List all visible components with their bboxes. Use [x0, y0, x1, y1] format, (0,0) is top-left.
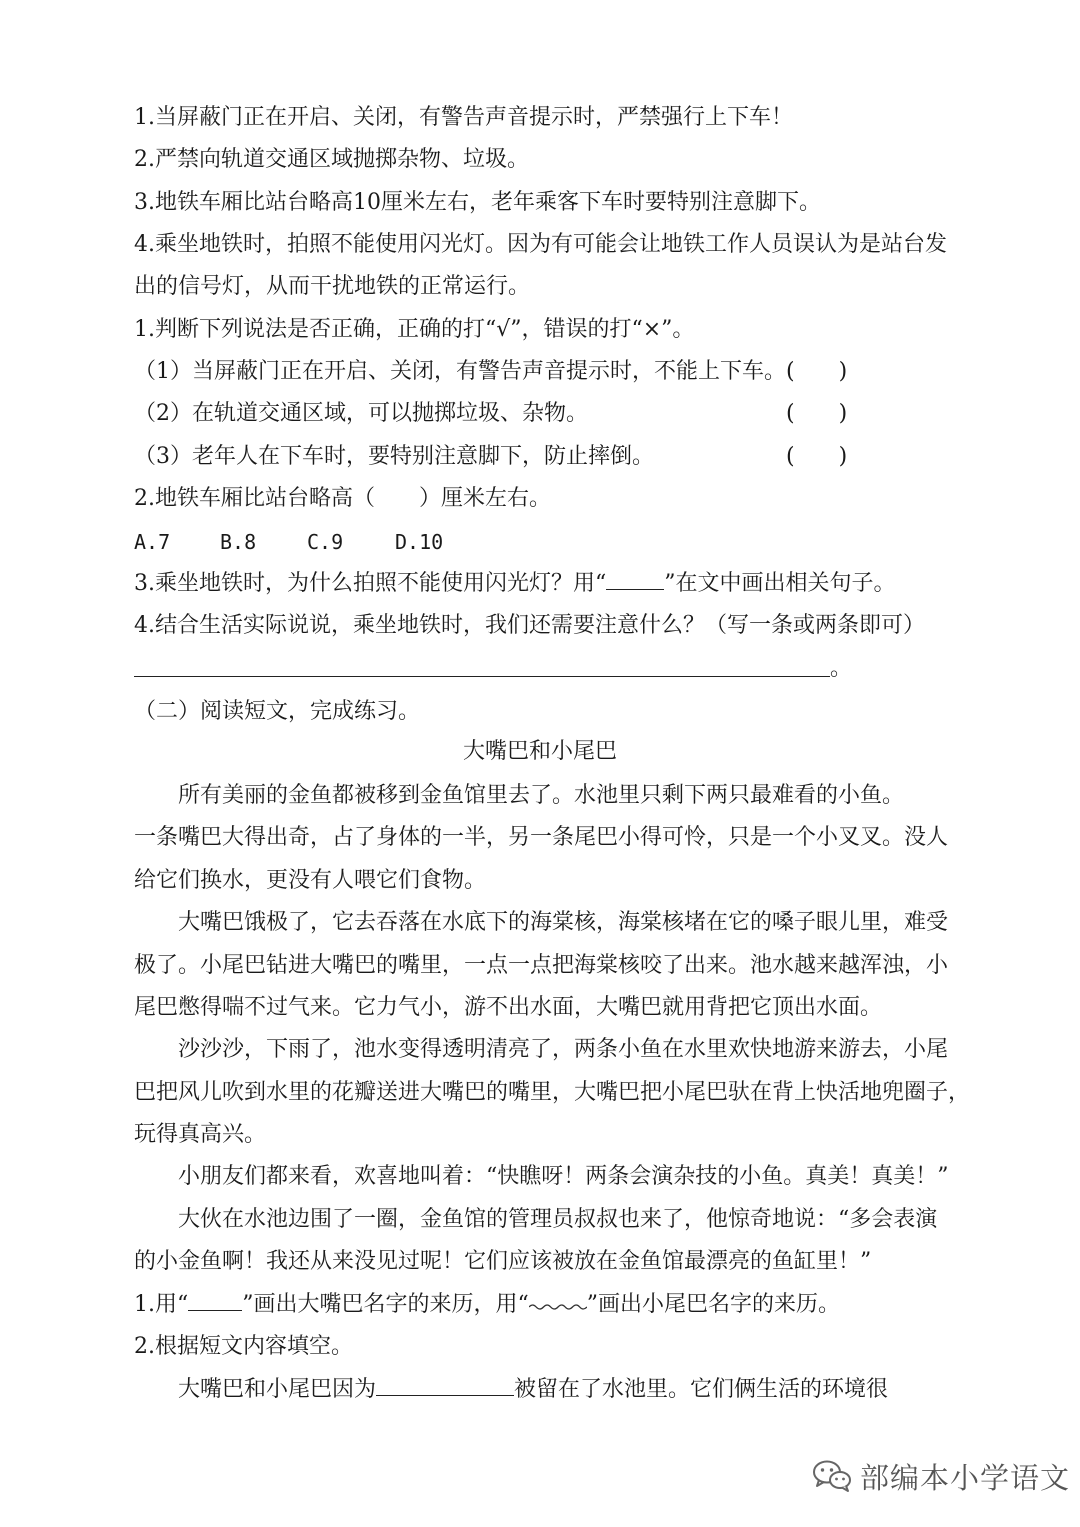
notice-4: 4.乘坐地铁时，拍照不能使用闪光灯。因为有可能会让地铁工作人员误认为是站台发 — [134, 232, 947, 257]
notice-1: 1.当屏蔽门正在开启、关闭，有警告声音提示时，严禁强行上下车！ — [134, 105, 793, 130]
ex2-text-pre: 大嘴巴和小尾巴因为 — [134, 1377, 377, 1402]
q4-answer-line[interactable] — [134, 676, 830, 677]
ex2-fill-line — [134, 1376, 888, 1404]
notice-4-cont: 出的信号灯，从而干扰地铁的正常运行。 — [134, 274, 531, 299]
q3-text-pre: 3.乘坐地铁时，为什么拍照不能使用闪光灯？用“ — [134, 571, 607, 596]
story-line: 的小金鱼啊！我还从来没见过呢！它们应该被放在金鱼馆最漂亮的鱼缸里！” — [134, 1249, 872, 1274]
q3-text-post: ”在文中画出相关句子。 — [664, 571, 896, 596]
story-line: 大伙在水池边围了一圈，金鱼馆的管理员叔叔也来了，他惊奇地说：“多会表演 — [134, 1207, 938, 1232]
q4-stem: 4.结合生活实际说说，乘坐地铁时，我们还需要注意什么？（写一条或两条即可） — [134, 613, 925, 638]
section-heading: （二）阅读短文，完成练习。 — [134, 699, 421, 724]
ex1-text-c: ”画出小尾巴名字的来历。 — [586, 1292, 840, 1317]
q1-item-3: （3）老年人在下车时，要特别注意脚下，防止摔倒。 — [134, 444, 654, 469]
story-line: 极了。小尾巴钻进大嘴巴的嘴里，一点一点把海棠核咬了出来。池水越来越浑浊，小 — [134, 953, 949, 978]
q2-option-c[interactable]: C.9 — [307, 530, 344, 554]
q1-item-1: （1）当屏蔽门正在开启、关闭，有警告声音提示时，不能上下车。 — [134, 359, 786, 384]
ex1-text-b: ”画出大嘴巴名字的来历，用“ — [242, 1292, 529, 1317]
q4-period: 。 — [830, 656, 853, 681]
underline-sample — [606, 571, 664, 590]
story-line: 玩得真高兴。 — [134, 1122, 267, 1147]
q1-paren-2[interactable]: ( ) — [786, 401, 848, 426]
notice-2: 2.严禁向轨道交通区域抛掷杂物、垃圾。 — [134, 147, 529, 172]
q1-stem: 1.判断下列说法是否正确，正确的打“√”，错误的打“×”。 — [134, 317, 695, 342]
story-title: 大嘴巴和小尾巴 — [462, 739, 617, 764]
wavy-underline-sample — [529, 1301, 587, 1311]
story-line: 给它们换水，更没有人喂它们食物。 — [134, 868, 487, 893]
watermark — [812, 1456, 1070, 1496]
ex2-blank[interactable] — [376, 1377, 514, 1396]
ex1-line — [134, 1291, 840, 1319]
story-line: 所有美丽的金鱼都被移到金鱼馆里去了。水池里只剩下两只最难看的小鱼。 — [134, 783, 905, 808]
ex1-text-a: 1.用“ — [134, 1292, 189, 1317]
watermark-text: 部编本小学语文 — [860, 1460, 1071, 1495]
q1-paren-1[interactable]: ( ) — [786, 359, 848, 384]
story-line: 尾巴憋得喘不过气来。它力气小，游不出水面，大嘴巴就用背把它顶出水面。 — [134, 995, 883, 1020]
ex2-stem: 2.根据短文内容填空。 — [134, 1334, 353, 1359]
straight-underline-sample — [188, 1292, 242, 1311]
q2-stem: 2.地铁车厢比站台略高（ ）厘米左右。 — [134, 486, 551, 511]
story-line: 沙沙沙，下雨了，池水变得透明清亮了，两条小鱼在水里欢快地游来游去，小尾 — [134, 1037, 949, 1062]
story-line: 小朋友们都来看，欢喜地叫着：“快瞧呀！两条会演杂技的小鱼。真美！真美！” — [134, 1164, 949, 1189]
story-line: 巴把风儿吹到水里的花瓣送进大嘴巴的嘴里，大嘴巴把小尾巴驮在背上快活地兜圈子， — [134, 1080, 971, 1105]
q1-paren-3[interactable]: ( ) — [786, 444, 848, 469]
q2-option-b[interactable]: B.8 — [220, 530, 257, 554]
story-line: 大嘴巴饿极了，它去吞落在水底下的海棠核，海棠核堵在它的嗓子眼儿里，难受 — [134, 910, 949, 935]
q2-option-d[interactable]: D.10 — [395, 530, 444, 554]
ex2-text-post: 被留在了水池里。它们俩生活的环境很 — [514, 1377, 889, 1402]
q1-item-2: （2）在轨道交通区域，可以抛掷垃圾、杂物。 — [134, 401, 588, 426]
wechat-icon — [812, 1459, 852, 1493]
notice-3: 3.地铁车厢比站台略高10厘米左右，老年乘客下车时要特别注意脚下。 — [134, 190, 821, 215]
story-line: 一条嘴巴大得出奇，占了身体的一半，另一条尾巴小得可怜，只是一个小叉叉。没人 — [134, 825, 949, 850]
q2-option-a[interactable]: A.7 — [134, 530, 171, 554]
q3-line — [134, 570, 896, 598]
